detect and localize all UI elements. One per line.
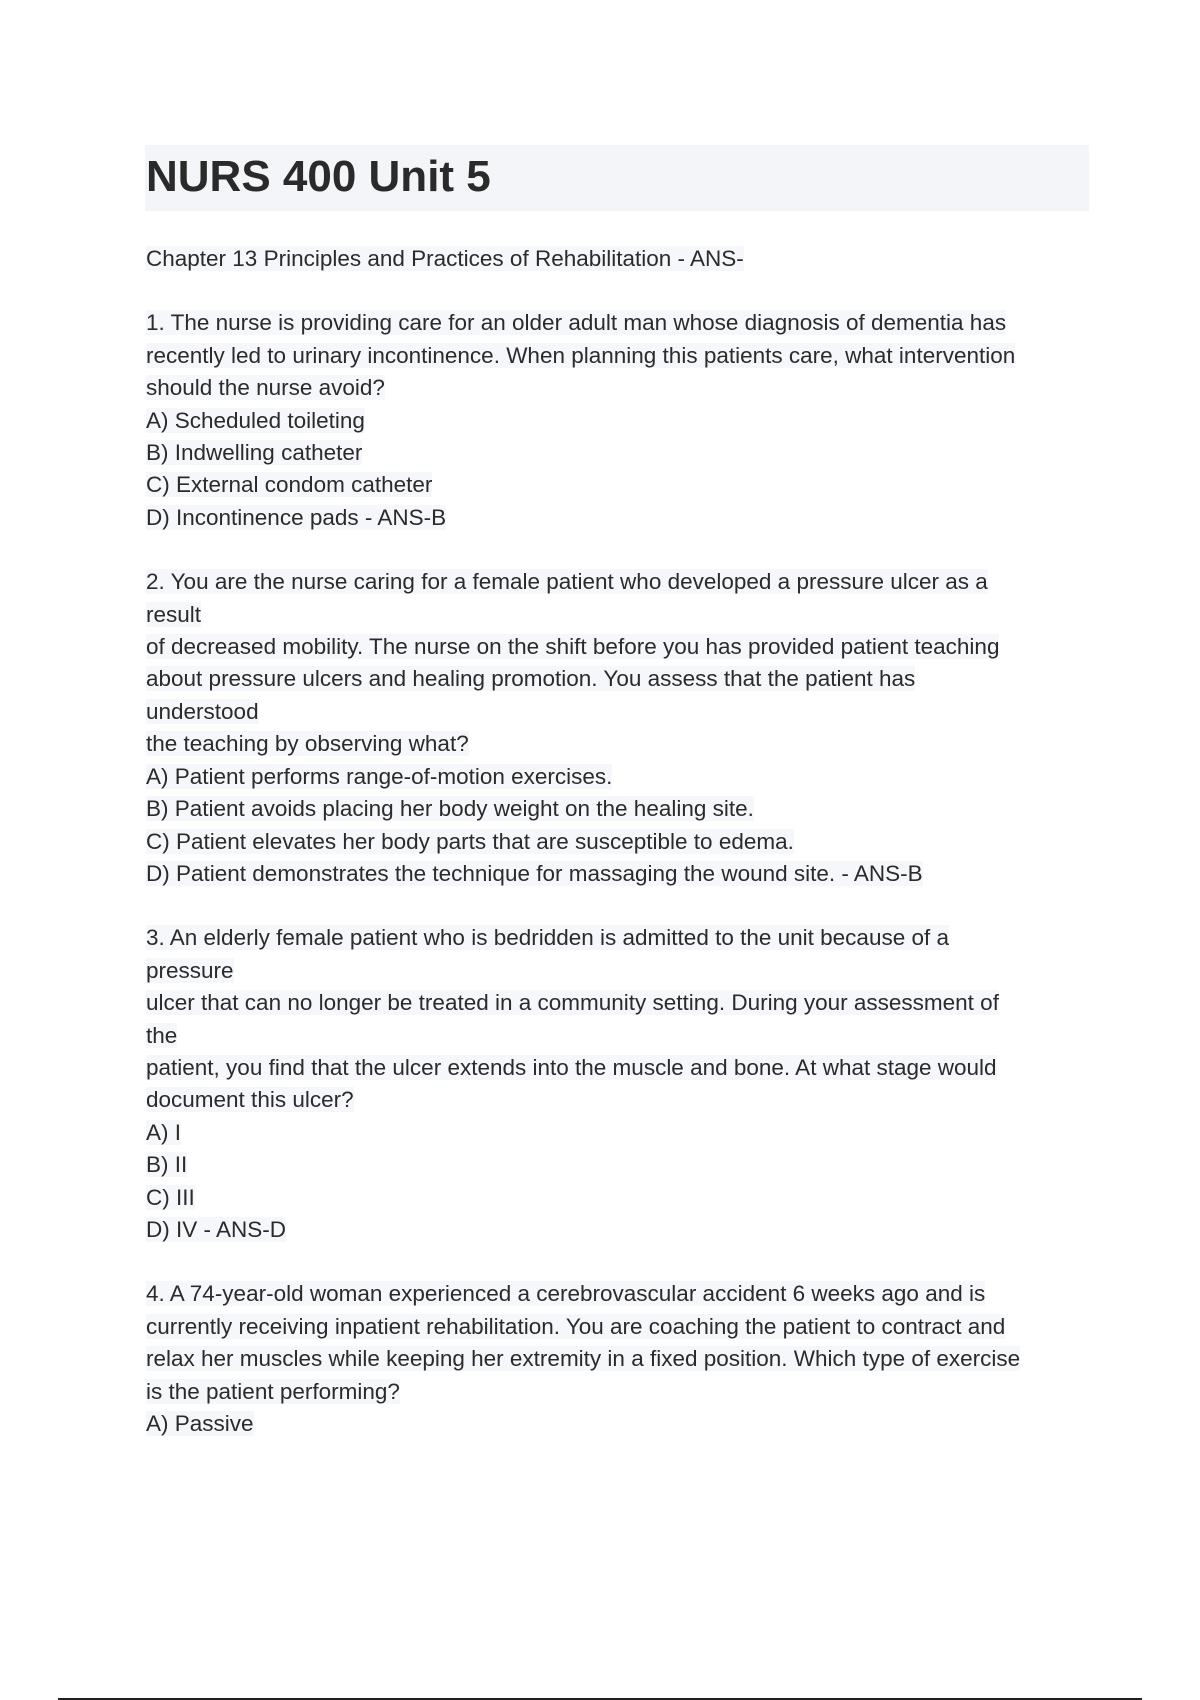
question-line: understood xyxy=(146,698,259,724)
question-line: result xyxy=(146,601,202,627)
question-4 xyxy=(146,1278,1096,1440)
question-line: the teaching by observing what? xyxy=(146,731,469,757)
question-1 xyxy=(146,307,1096,534)
answer-option: A) I xyxy=(146,1119,182,1145)
question-line: the xyxy=(146,1022,178,1048)
answer-option: C) III xyxy=(146,1184,195,1210)
answer-option: C) External condom catheter xyxy=(146,472,433,498)
page-title: NURS 400 Unit 5 xyxy=(146,152,491,201)
answer-option: A) Patient performs range-of-motion exercises. xyxy=(146,763,613,789)
question-line: pressure xyxy=(146,957,234,983)
question-3 xyxy=(146,922,1096,1246)
question-line: relax her muscles while keeping her extremity in a fixed position. Which type of exercise xyxy=(146,1346,1021,1372)
answer-option: A) Passive xyxy=(146,1411,254,1436)
question-line: currently receiving inpatient rehabilitation. You are coaching the patient to contract and xyxy=(146,1313,1006,1339)
answer-option: D) Patient demonstrates the technique for massaging the wound site. - ANS-B xyxy=(146,860,923,886)
question-line: ulcer that can no longer be treated in a community setting. During your assessment of xyxy=(146,990,999,1016)
question-line: is the patient performing? xyxy=(146,1378,400,1404)
question-2 xyxy=(146,566,1096,890)
question-line: of decreased mobility. The nurse on the shift before you has provided patient teaching xyxy=(146,634,1000,660)
answer-option: D) IV - ANS-D xyxy=(146,1216,287,1242)
answer-option: A) Scheduled toileting xyxy=(146,407,365,433)
question-line: document this ulcer? xyxy=(146,1087,354,1113)
question-line: recently led to urinary incontinence. When planning this patients care, what intervention xyxy=(146,342,1016,368)
question-line: 4. A 74-year-old woman experienced a cerebrovascular accident 6 weeks ago and is xyxy=(146,1281,986,1307)
question-line: should the nurse avoid? xyxy=(146,375,385,401)
question-line: 3. An elderly female patient who is bedridden is admitted to the unit because of a xyxy=(146,925,950,951)
question-line: patient, you find that the ulcer extends into the muscle and bone. At what stage would xyxy=(146,1054,997,1080)
answer-option: B) Indwelling catheter xyxy=(146,440,363,466)
question-line: 2. You are the nurse caring for a female patient who developed a pressure ulcer as a xyxy=(146,569,988,595)
answer-option: D) Incontinence pads - ANS-B xyxy=(146,504,447,530)
answer-option: C) Patient elevates her body parts that are susceptible to edema. xyxy=(146,828,794,854)
question-line: 1. The nurse is providing care for an older adult man whose diagnosis of dementia has xyxy=(146,310,1007,336)
answer-option: B) Patient avoids placing her body weight on the healing site. xyxy=(146,796,754,822)
document-body xyxy=(146,243,1096,1440)
answer-option: B) II xyxy=(146,1152,188,1178)
chapter-heading: Chapter 13 Principles and Practices of Rehabilitation - ANS- xyxy=(146,246,744,271)
question-line: about pressure ulcers and healing promotion. You assess that the patient has xyxy=(146,666,916,692)
